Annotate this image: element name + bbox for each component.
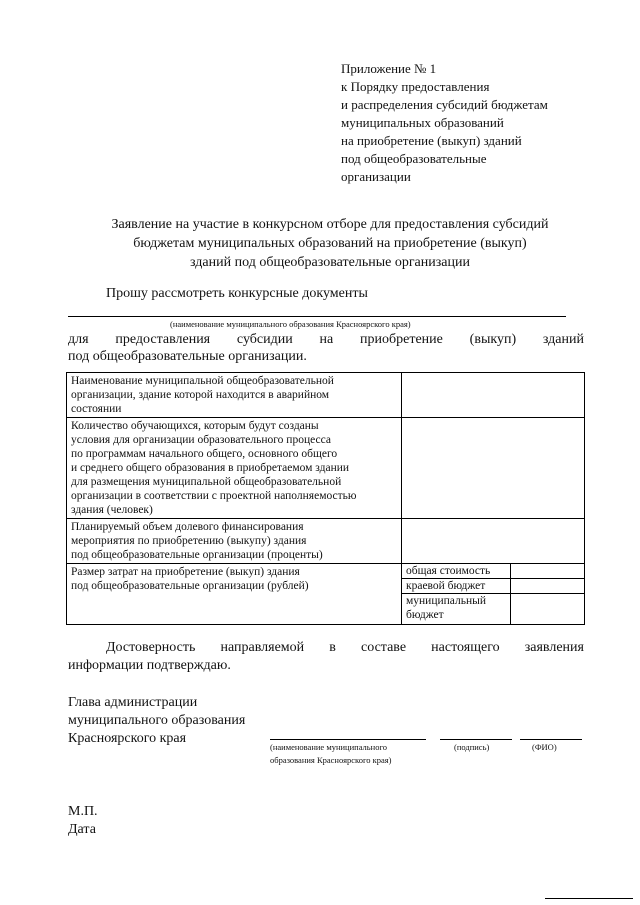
date-label: Дата: [68, 822, 96, 837]
confirm-word: направляемой: [220, 640, 305, 655]
request-text: Прошу рассмотреть конкурсные документы: [106, 286, 368, 301]
cost-row: [402, 564, 584, 579]
application-table: [66, 372, 585, 625]
fio-caption: (ФИО): [532, 742, 557, 752]
cell-line: условия для организации образовательного процесса: [71, 434, 331, 446]
confirm-word: заявления: [524, 640, 584, 655]
cost-label: общая стоимость: [402, 564, 511, 579]
table-row: [67, 418, 585, 519]
footnote-divider: [545, 898, 633, 899]
cost-value[interactable]: [511, 579, 585, 594]
fio-line[interactable]: [520, 739, 582, 740]
purpose-word: предоставления: [115, 332, 211, 347]
purpose-line-2: под общеобразовательные организации.: [68, 349, 307, 364]
cell-line: Количество обучающихся, которым будут созданы: [71, 420, 319, 432]
row-description: [67, 519, 402, 564]
appendix-line: на приобретение (выкуп) зданий: [341, 133, 522, 148]
table-row: [67, 373, 585, 418]
purpose-word: для: [68, 332, 89, 347]
municipality-signature-line[interactable]: [270, 739, 426, 740]
cost-breakdown-cell: [402, 564, 585, 625]
signatory-line: Красноярского края: [68, 731, 187, 746]
cell-line: организации в соответствии с проектной наполняемостью: [71, 490, 357, 502]
signatory-title: [68, 694, 245, 748]
signature-caption: (подпись): [454, 742, 490, 752]
value-cell[interactable]: [402, 519, 585, 564]
table-row: [67, 564, 585, 625]
cell-line: Наименование муниципальной общеобразовательной: [71, 375, 334, 387]
cost-label: краевой бюджет: [402, 579, 511, 594]
municipality-caption-2: образования Красноярского края): [270, 755, 392, 765]
row-description: [67, 564, 402, 625]
appendix-line: под общеобразовательные: [341, 151, 487, 166]
appendix-line: организации: [341, 169, 411, 184]
title-line: бюджетам муниципальных образований на приобретение (выкуп): [133, 236, 527, 251]
cell-line: здания (человек): [71, 504, 153, 516]
title-line: зданий под общеобразовательные организации: [190, 255, 470, 270]
cell-line: для размещения муниципальной общеобразовательной: [71, 476, 342, 488]
confirm-word: Достоверность: [106, 640, 196, 655]
municipality-caption-1: (наименование муниципального: [270, 742, 387, 752]
purpose-word: приобретение: [360, 332, 443, 347]
cost-breakdown-table: [402, 564, 584, 624]
value-cell[interactable]: [402, 418, 585, 519]
purpose-word: субсидии: [236, 332, 293, 347]
cost-row: [402, 579, 584, 594]
confirm-word: настоящего: [431, 640, 500, 655]
cell-line: под общеобразовательные организации (рублей): [71, 580, 309, 592]
appendix-line: и распределения субсидий бюджетам: [341, 97, 548, 112]
confirm-word: в: [329, 640, 336, 655]
purpose-word: на: [319, 332, 334, 347]
confirm-line-2: информации подтверждаю.: [68, 658, 231, 673]
purpose-word: зданий: [542, 332, 584, 347]
signatory-line: муниципального образования: [68, 713, 246, 728]
stamp-block: [68, 803, 98, 839]
stamp-label: М.П.: [68, 804, 98, 819]
table-row: [67, 519, 585, 564]
row-description: [67, 418, 402, 519]
purpose-line: [68, 332, 584, 348]
appendix-line: к Порядку предоставления: [341, 79, 490, 94]
appendix-line: муниципальных образований: [341, 115, 504, 130]
cost-value[interactable]: [511, 564, 585, 579]
cell-line: по программам начального общего, основного общего: [71, 448, 338, 460]
municipality-caption: (наименование муниципального образования Красноярского края): [170, 319, 411, 329]
confirm-line: [106, 640, 584, 656]
cell-line: и среднего общего образования в приобретаемом здании: [71, 462, 350, 474]
municipality-fill-line[interactable]: [68, 316, 566, 317]
appendix-header: [341, 60, 548, 186]
cell-line: под общеобразовательные организации (проценты): [71, 549, 323, 561]
cell-line: Размер затрат на приобретение (выкуп) здания: [71, 566, 300, 578]
document-title: [60, 215, 600, 272]
cost-label: муниципальный бюджет: [402, 594, 511, 625]
confirm-word: составе: [361, 640, 407, 655]
cell-line: состоянии: [71, 403, 122, 415]
cell-line: мероприятия по приобретению (выкупу) здания: [71, 535, 307, 547]
appendix-line: Приложение № 1: [341, 61, 437, 76]
row-description: [67, 373, 402, 418]
title-line: Заявление на участие в конкурсном отборе для предоставления субсидий: [111, 217, 549, 232]
value-cell[interactable]: [402, 373, 585, 418]
signature-line[interactable]: [440, 739, 512, 740]
cell-line: организации, здание которой находится в аварийном: [71, 389, 330, 401]
cell-line: Планируемый объем долевого финансирования: [71, 521, 304, 533]
purpose-word: (выкуп): [469, 332, 517, 347]
cost-row: [402, 594, 584, 625]
signatory-line: Глава администрации: [68, 695, 198, 710]
cost-value[interactable]: [511, 594, 585, 625]
